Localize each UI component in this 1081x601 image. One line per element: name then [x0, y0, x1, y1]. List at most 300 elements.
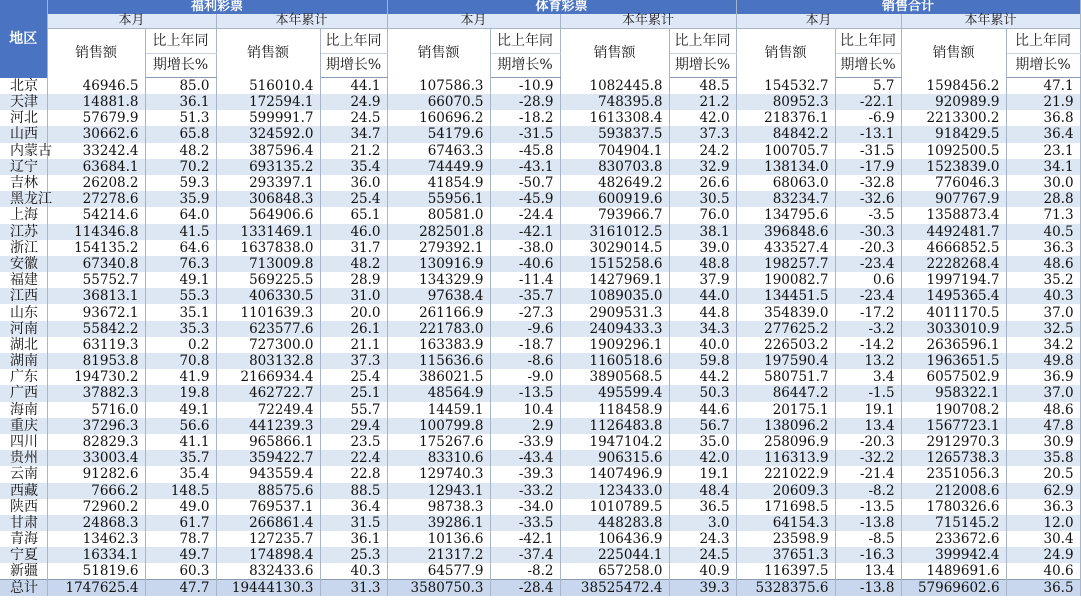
- sports-month-yoy-cell: -50.7: [490, 175, 560, 191]
- total-ytd-yoy-cell: 35.8: [1006, 450, 1080, 466]
- total-ytd-yoy-cell: 36.3: [1006, 240, 1080, 256]
- total-month-yoy-cell: -14.2: [835, 337, 901, 353]
- welfare-ytd-yoy-cell: 37.3: [320, 353, 387, 369]
- sports-month-sales-cell: 97638.4: [387, 288, 490, 304]
- total-ytd-yoy-cell: 24.9: [1006, 547, 1080, 563]
- total-ytd-yoy-cell: 28.8: [1006, 191, 1080, 207]
- welfare-month-sales-cell: 16334.1: [47, 547, 145, 563]
- total-ytd-yoy-cell: 40.5: [1006, 224, 1080, 240]
- table-row: [0, 191, 1080, 207]
- welfare-month-yoy-cell: 64.6: [145, 240, 216, 256]
- welfare-month-yoy-cell: 19.8: [145, 385, 216, 401]
- welfare-month-sales-cell: 55752.7: [47, 272, 145, 288]
- sales-column-header: 销售额: [387, 29, 490, 78]
- total-ytd-yoy-cell: 48.6: [1006, 402, 1080, 418]
- sports-ytd-sales-cell: 106436.9: [560, 531, 669, 547]
- sports-ytd-yoy-cell: 38.1: [669, 224, 736, 240]
- sports-ytd-sales-cell: 1010789.5: [560, 499, 669, 515]
- sports-ytd-sales-cell: 495599.4: [560, 385, 669, 401]
- table-row: [0, 159, 1080, 175]
- total-month-yoy-cell: -32.2: [835, 450, 901, 466]
- total-month-yoy-cell: -32.6: [835, 191, 901, 207]
- region-cell: 青海: [0, 531, 47, 547]
- total-month-yoy-cell: -8.5: [835, 531, 901, 547]
- sports-ytd-yoy-cell: 44.8: [669, 304, 736, 320]
- sports-ytd-sales-cell: 1947104.2: [560, 434, 669, 450]
- total-month-yoy-cell: -32.8: [835, 175, 901, 191]
- region-cell: 海南: [0, 402, 47, 418]
- sports-month-sales-cell: 98738.3: [387, 499, 490, 515]
- welfare-ytd-sales-cell: 943559.4: [216, 466, 320, 482]
- sports-ytd-yoy-cell: 48.8: [669, 256, 736, 272]
- sports-ytd-yoy-cell: 76.0: [669, 207, 736, 223]
- sports-month-yoy-cell: -8.6: [490, 353, 560, 369]
- sports-ytd-yoy-cell: 24.5: [669, 547, 736, 563]
- welfare-ytd-sales-cell: 174898.4: [216, 547, 320, 563]
- welfare-month-sales-cell: 54214.6: [47, 207, 145, 223]
- yoy-column-header: 比上年同: [320, 29, 387, 54]
- sports-month-sales-cell: 14459.1: [387, 402, 490, 418]
- welfare-month-sales-cell: 33003.4: [47, 450, 145, 466]
- total-ytd-sales-cell: 1780326.6: [901, 499, 1006, 515]
- region-cell: 重庆: [0, 418, 47, 434]
- welfare-month-sales-cell: 63684.1: [47, 159, 145, 175]
- total-month-sales-cell: 580751.7: [736, 369, 835, 385]
- region-cell: 安徽: [0, 256, 47, 272]
- welfare-ytd-yoy-cell: 29.4: [320, 418, 387, 434]
- sports-ytd-sales-cell: 593837.5: [560, 126, 669, 142]
- welfare-ytd-sales-cell: 172594.1: [216, 94, 320, 110]
- table-row: [0, 207, 1080, 223]
- total-month-sales-cell: 84842.2: [736, 126, 835, 142]
- sports-ytd-yoy-cell: 59.8: [669, 353, 736, 369]
- region-cell: 贵州: [0, 450, 47, 466]
- region-cell: 吉林: [0, 175, 47, 191]
- sports-ytd-yoy-cell: 39.0: [669, 240, 736, 256]
- total-month-yoy-cell: 5.7: [835, 78, 901, 95]
- welfare-ytd-yoy-cell: 24.9: [320, 94, 387, 110]
- period-header-month: 本月: [736, 14, 901, 29]
- total-ytd-sales-cell: 1963651.5: [901, 353, 1006, 369]
- sports-month-yoy-cell: -11.4: [490, 272, 560, 288]
- welfare-month-sales-cell: 72960.2: [47, 499, 145, 515]
- table-row: [0, 110, 1080, 126]
- welfare-ytd-sales-cell: 803132.8: [216, 353, 320, 369]
- total-month-sales-cell: 80952.3: [736, 94, 835, 110]
- sales-column-header: 销售额: [216, 29, 320, 78]
- sports-month-sales-cell: 74449.9: [387, 159, 490, 175]
- table-row: [0, 256, 1080, 272]
- total-month-yoy-cell: -31.5: [835, 143, 901, 159]
- sports-month-yoy-cell: -33.9: [490, 434, 560, 450]
- total-month-sales-cell: 354839.0: [736, 304, 835, 320]
- welfare-month-yoy-cell: 48.2: [145, 143, 216, 159]
- region-cell: 广东: [0, 369, 47, 385]
- yoy-column-header-line2: 期增长%: [1006, 54, 1080, 78]
- total-ytd-yoy-cell: 35.2: [1006, 272, 1080, 288]
- sports-month-yoy-cell: -8.2: [490, 563, 560, 580]
- region-cell: 四川: [0, 434, 47, 450]
- sports-ytd-yoy-cell: 56.7: [669, 418, 736, 434]
- total-ytd-sales-cell: 958322.1: [901, 385, 1006, 401]
- total-ytd-yoy-cell: 12.0: [1006, 515, 1080, 531]
- total-ytd-sales-cell: 907767.9: [901, 191, 1006, 207]
- welfare-ytd-yoy-cell: 48.2: [320, 256, 387, 272]
- region-cell: 浙江: [0, 240, 47, 256]
- welfare-ytd-yoy-cell: 36.1: [320, 531, 387, 547]
- total-month-sales-cell: 138134.0: [736, 159, 835, 175]
- sports-month-yoy-cell: -45.8: [490, 143, 560, 159]
- sports-ytd-sales-cell: 225044.1: [560, 547, 669, 563]
- sports-month-yoy-cell: -28.4: [490, 580, 560, 597]
- welfare-ytd-sales-cell: 127235.7: [216, 531, 320, 547]
- sports-ytd-yoy-cell: 48.5: [669, 78, 736, 95]
- period-header-month: 本月: [47, 14, 216, 29]
- sports-ytd-sales-cell: 830703.8: [560, 159, 669, 175]
- welfare-month-sales-cell: 114346.8: [47, 224, 145, 240]
- table-row: [0, 175, 1080, 191]
- total-month-sales-cell: 20609.3: [736, 483, 835, 499]
- welfare-month-sales-cell: 46946.5: [47, 78, 145, 95]
- total-month-yoy-cell: -13.5: [835, 499, 901, 515]
- period-header-ytd: 本年累计: [216, 14, 387, 29]
- total-month-yoy-cell: 0.6: [835, 272, 901, 288]
- table-row: [0, 94, 1080, 110]
- sports-ytd-yoy-cell: 3.0: [669, 515, 736, 531]
- region-cell: 北京: [0, 78, 47, 95]
- welfare-month-sales-cell: 81953.8: [47, 353, 145, 369]
- table-row: [0, 466, 1080, 482]
- welfare-ytd-yoy-cell: 25.4: [320, 369, 387, 385]
- table-row: [0, 337, 1080, 353]
- total-ytd-sales-cell: 1092500.5: [901, 143, 1006, 159]
- sports-month-sales-cell: 48564.9: [387, 385, 490, 401]
- welfare-ytd-yoy-cell: 21.1: [320, 337, 387, 353]
- yoy-column-header: 比上年同: [145, 29, 216, 54]
- region-cell: 陕西: [0, 499, 47, 515]
- sports-month-sales-cell: 83310.6: [387, 450, 490, 466]
- region-cell: 湖北: [0, 337, 47, 353]
- sports-month-yoy-cell: -31.5: [490, 126, 560, 142]
- sales-column-header: 销售额: [47, 29, 145, 78]
- sports-ytd-sales-cell: 1515258.6: [560, 256, 669, 272]
- total-month-yoy-cell: -13.1: [835, 126, 901, 142]
- total-ytd-sales-cell: 2636596.1: [901, 337, 1006, 353]
- total-ytd-yoy-cell: 34.2: [1006, 337, 1080, 353]
- sports-ytd-sales-cell: 2409433.3: [560, 321, 669, 337]
- welfare-ytd-sales-cell: 564906.6: [216, 207, 320, 223]
- sales-column-header: 销售额: [560, 29, 669, 78]
- table-row: [0, 272, 1080, 288]
- total-month-yoy-cell: -17.9: [835, 159, 901, 175]
- sports-ytd-sales-cell: 600919.6: [560, 191, 669, 207]
- table-row: [0, 547, 1080, 563]
- table-row: [0, 224, 1080, 240]
- table-row: [0, 143, 1080, 159]
- total-ytd-yoy-cell: 40.3: [1006, 288, 1080, 304]
- sports-month-yoy-cell: -38.0: [490, 240, 560, 256]
- welfare-ytd-yoy-cell: 25.3: [320, 547, 387, 563]
- sports-ytd-yoy-cell: 42.0: [669, 110, 736, 126]
- yoy-column-header: 比上年同: [669, 29, 736, 54]
- total-month-sales-cell: 116397.5: [736, 563, 835, 580]
- region-cell: 新疆: [0, 563, 47, 580]
- welfare-month-yoy-cell: 49.7: [145, 547, 216, 563]
- total-ytd-yoy-cell: 30.4: [1006, 531, 1080, 547]
- total-ytd-sales-cell: 2228268.4: [901, 256, 1006, 272]
- table-row: [0, 126, 1080, 142]
- welfare-month-yoy-cell: 85.0: [145, 78, 216, 95]
- sports-month-sales-cell: 66070.5: [387, 94, 490, 110]
- sports-month-sales-cell: 55956.1: [387, 191, 490, 207]
- welfare-ytd-yoy-cell: 34.7: [320, 126, 387, 142]
- total-ytd-yoy-cell: 37.0: [1006, 304, 1080, 320]
- sports-ytd-yoy-cell: 44.6: [669, 402, 736, 418]
- total-ytd-yoy-cell: 30.0: [1006, 175, 1080, 191]
- sports-month-yoy-cell: -37.4: [490, 547, 560, 563]
- welfare-ytd-yoy-cell: 65.1: [320, 207, 387, 223]
- region-cell: 天津: [0, 94, 47, 110]
- sports-ytd-yoy-cell: 36.5: [669, 499, 736, 515]
- total-ytd-sales-cell: 4666852.5: [901, 240, 1006, 256]
- welfare-month-sales-cell: 51819.6: [47, 563, 145, 580]
- welfare-month-yoy-cell: 47.7: [145, 580, 216, 597]
- welfare-ytd-sales-cell: 516010.4: [216, 78, 320, 95]
- sports-ytd-yoy-cell: 44.2: [669, 369, 736, 385]
- sports-ytd-sales-cell: 482649.2: [560, 175, 669, 191]
- sports-ytd-yoy-cell: 21.2: [669, 94, 736, 110]
- sports-ytd-yoy-cell: 42.0: [669, 450, 736, 466]
- total-ytd-sales-cell: 1265738.3: [901, 450, 1006, 466]
- welfare-ytd-sales-cell: 324592.0: [216, 126, 320, 142]
- table-row: [0, 402, 1080, 418]
- table-row: [0, 563, 1080, 580]
- total-month-sales-cell: 190082.7: [736, 272, 835, 288]
- welfare-ytd-sales-cell: 293397.1: [216, 175, 320, 191]
- welfare-ytd-sales-cell: 1101639.3: [216, 304, 320, 320]
- sports-ytd-sales-cell: 704904.1: [560, 143, 669, 159]
- sports-month-sales-cell: 21317.2: [387, 547, 490, 563]
- welfare-ytd-yoy-cell: 31.3: [320, 580, 387, 597]
- total-ytd-sales-cell: 715145.2: [901, 515, 1006, 531]
- total-ytd-sales-cell: 4492481.7: [901, 224, 1006, 240]
- yoy-column-header: 比上年同: [1006, 29, 1080, 54]
- welfare-ytd-yoy-cell: 88.5: [320, 483, 387, 499]
- sports-month-yoy-cell: -45.9: [490, 191, 560, 207]
- sports-month-sales-cell: 107586.3: [387, 78, 490, 95]
- region-cell: 河南: [0, 321, 47, 337]
- region-cell: 内蒙古: [0, 143, 47, 159]
- total-month-sales-cell: 37651.3: [736, 547, 835, 563]
- total-ytd-yoy-cell: 62.9: [1006, 483, 1080, 499]
- welfare-ytd-yoy-cell: 28.9: [320, 272, 387, 288]
- sports-month-yoy-cell: -39.3: [490, 466, 560, 482]
- group-header-sports: 体育彩票: [387, 0, 736, 14]
- total-ytd-yoy-cell: 36.5: [1006, 580, 1080, 597]
- sports-ytd-yoy-cell: 39.3: [669, 580, 736, 597]
- welfare-month-yoy-cell: 35.4: [145, 466, 216, 482]
- total-ytd-sales-cell: 1997194.7: [901, 272, 1006, 288]
- sports-month-yoy-cell: -9.0: [490, 369, 560, 385]
- welfare-month-sales-cell: 26208.2: [47, 175, 145, 191]
- total-ytd-sales-cell: 399942.4: [901, 547, 1006, 563]
- sports-ytd-sales-cell: 3161012.5: [560, 224, 669, 240]
- welfare-month-yoy-cell: 70.8: [145, 353, 216, 369]
- table-row: [0, 78, 1080, 95]
- region-cell: 山东: [0, 304, 47, 320]
- sports-month-yoy-cell: -18.7: [490, 337, 560, 353]
- sports-month-sales-cell: 279392.1: [387, 240, 490, 256]
- welfare-month-sales-cell: 154135.2: [47, 240, 145, 256]
- sports-month-sales-cell: 160696.2: [387, 110, 490, 126]
- sports-month-sales-cell: 130916.9: [387, 256, 490, 272]
- table-row: [0, 385, 1080, 401]
- welfare-month-sales-cell: 67340.8: [47, 256, 145, 272]
- total-ytd-yoy-cell: 47.8: [1006, 418, 1080, 434]
- sports-ytd-sales-cell: 1427969.1: [560, 272, 669, 288]
- total-month-sales-cell: 218376.1: [736, 110, 835, 126]
- sports-month-yoy-cell: -43.1: [490, 159, 560, 175]
- total-month-sales-cell: 138096.2: [736, 418, 835, 434]
- total-month-yoy-cell: -6.9: [835, 110, 901, 126]
- welfare-ytd-yoy-cell: 44.1: [320, 78, 387, 95]
- sports-month-yoy-cell: -9.6: [490, 321, 560, 337]
- sports-ytd-sales-cell: 657258.0: [560, 563, 669, 580]
- group-header-total: 销售合计: [736, 0, 1080, 14]
- welfare-ytd-sales-cell: 306848.3: [216, 191, 320, 207]
- welfare-month-sales-cell: 55842.2: [47, 321, 145, 337]
- sports-ytd-yoy-cell: 40.0: [669, 337, 736, 353]
- welfare-ytd-yoy-cell: 24.5: [320, 110, 387, 126]
- sports-ytd-sales-cell: 1082445.8: [560, 78, 669, 95]
- total-month-yoy-cell: 13.2: [835, 353, 901, 369]
- total-ytd-sales-cell: 776046.3: [901, 175, 1006, 191]
- sports-month-yoy-cell: -33.2: [490, 483, 560, 499]
- welfare-ytd-yoy-cell: 36.4: [320, 499, 387, 515]
- total-month-sales-cell: 134795.6: [736, 207, 835, 223]
- total-month-yoy-cell: -17.2: [835, 304, 901, 320]
- table-row: [0, 369, 1080, 385]
- total-ytd-sales-cell: 2351056.3: [901, 466, 1006, 482]
- sports-month-sales-cell: 39286.1: [387, 515, 490, 531]
- total-month-sales-cell: 134451.5: [736, 288, 835, 304]
- region-cell: 河北: [0, 110, 47, 126]
- sports-ytd-sales-cell: 3029014.5: [560, 240, 669, 256]
- total-month-sales-cell: 116313.9: [736, 450, 835, 466]
- total-ytd-sales-cell: 1523839.0: [901, 159, 1006, 175]
- welfare-ytd-sales-cell: 441239.3: [216, 418, 320, 434]
- welfare-ytd-yoy-cell: 31.0: [320, 288, 387, 304]
- welfare-month-sales-cell: 37296.3: [47, 418, 145, 434]
- table-row: [0, 499, 1080, 515]
- sports-ytd-sales-cell: 448283.8: [560, 515, 669, 531]
- total-ytd-yoy-cell: 36.9: [1006, 369, 1080, 385]
- welfare-month-yoy-cell: 41.9: [145, 369, 216, 385]
- sports-month-yoy-cell: -42.1: [490, 531, 560, 547]
- welfare-ytd-sales-cell: 1331469.1: [216, 224, 320, 240]
- welfare-ytd-sales-cell: 693135.2: [216, 159, 320, 175]
- total-ytd-sales-cell: 2912970.3: [901, 434, 1006, 450]
- sports-ytd-yoy-cell: 48.4: [669, 483, 736, 499]
- table-row: [0, 434, 1080, 450]
- region-cell: 上海: [0, 207, 47, 223]
- sports-month-yoy-cell: -10.9: [490, 78, 560, 95]
- sports-month-yoy-cell: -33.5: [490, 515, 560, 531]
- welfare-ytd-sales-cell: 727300.0: [216, 337, 320, 353]
- welfare-month-yoy-cell: 35.7: [145, 450, 216, 466]
- welfare-ytd-yoy-cell: 55.7: [320, 402, 387, 418]
- welfare-month-sales-cell: 194730.2: [47, 369, 145, 385]
- sports-month-yoy-cell: -28.9: [490, 94, 560, 110]
- region-cell: 黑龙江: [0, 191, 47, 207]
- welfare-month-sales-cell: 30662.6: [47, 126, 145, 142]
- sports-ytd-yoy-cell: 30.5: [669, 191, 736, 207]
- total-month-yoy-cell: 19.1: [835, 402, 901, 418]
- total-month-yoy-cell: -1.5: [835, 385, 901, 401]
- total-month-yoy-cell: -3.5: [835, 207, 901, 223]
- welfare-ytd-sales-cell: 832433.6: [216, 563, 320, 580]
- sports-month-sales-cell: 115636.6: [387, 353, 490, 369]
- table-body: [0, 78, 1080, 597]
- sports-ytd-sales-cell: 1407496.9: [560, 466, 669, 482]
- table-row: [0, 450, 1080, 466]
- sports-ytd-yoy-cell: 37.9: [669, 272, 736, 288]
- welfare-month-yoy-cell: 35.9: [145, 191, 216, 207]
- welfare-ytd-sales-cell: 569225.5: [216, 272, 320, 288]
- region-cell: 云南: [0, 466, 47, 482]
- total-month-sales-cell: 64154.3: [736, 515, 835, 531]
- welfare-month-sales-cell: 33242.4: [47, 143, 145, 159]
- table-row: [0, 531, 1080, 547]
- sports-ytd-sales-cell: 123433.0: [560, 483, 669, 499]
- region-cell: 总计: [0, 580, 47, 597]
- total-month-sales-cell: 277625.2: [736, 321, 835, 337]
- total-month-yoy-cell: -23.4: [835, 256, 901, 272]
- welfare-ytd-yoy-cell: 23.5: [320, 434, 387, 450]
- total-month-yoy-cell: 13.4: [835, 418, 901, 434]
- sports-month-sales-cell: 175267.6: [387, 434, 490, 450]
- welfare-month-yoy-cell: 148.5: [145, 483, 216, 499]
- total-month-yoy-cell: -13.8: [835, 515, 901, 531]
- welfare-ytd-yoy-cell: 21.2: [320, 143, 387, 159]
- welfare-month-yoy-cell: 70.2: [145, 159, 216, 175]
- sports-month-sales-cell: 221783.0: [387, 321, 490, 337]
- sports-month-yoy-cell: 2.9: [490, 418, 560, 434]
- sports-month-sales-cell: 261166.9: [387, 304, 490, 320]
- welfare-ytd-sales-cell: 1637838.0: [216, 240, 320, 256]
- total-ytd-sales-cell: 1495365.4: [901, 288, 1006, 304]
- sports-ytd-sales-cell: 118458.9: [560, 402, 669, 418]
- welfare-month-sales-cell: 14881.8: [47, 94, 145, 110]
- total-ytd-sales-cell: 57969602.6: [901, 580, 1006, 597]
- welfare-month-yoy-cell: 64.0: [145, 207, 216, 223]
- sports-month-yoy-cell: 10.4: [490, 402, 560, 418]
- total-month-sales-cell: 100705.7: [736, 143, 835, 159]
- sports-month-sales-cell: 386021.5: [387, 369, 490, 385]
- total-month-sales-cell: 83234.7: [736, 191, 835, 207]
- sports-month-sales-cell: 129740.3: [387, 466, 490, 482]
- sports-month-sales-cell: 12943.1: [387, 483, 490, 499]
- yoy-column-header: 比上年同: [835, 29, 901, 54]
- total-month-yoy-cell: -21.4: [835, 466, 901, 482]
- welfare-ytd-yoy-cell: 22.8: [320, 466, 387, 482]
- region-cell: 山西: [0, 126, 47, 142]
- total-month-sales-cell: 86447.2: [736, 385, 835, 401]
- welfare-month-yoy-cell: 49.1: [145, 402, 216, 418]
- total-ytd-yoy-cell: 23.1: [1006, 143, 1080, 159]
- welfare-month-yoy-cell: 60.3: [145, 563, 216, 580]
- total-ytd-sales-cell: 2213300.2: [901, 110, 1006, 126]
